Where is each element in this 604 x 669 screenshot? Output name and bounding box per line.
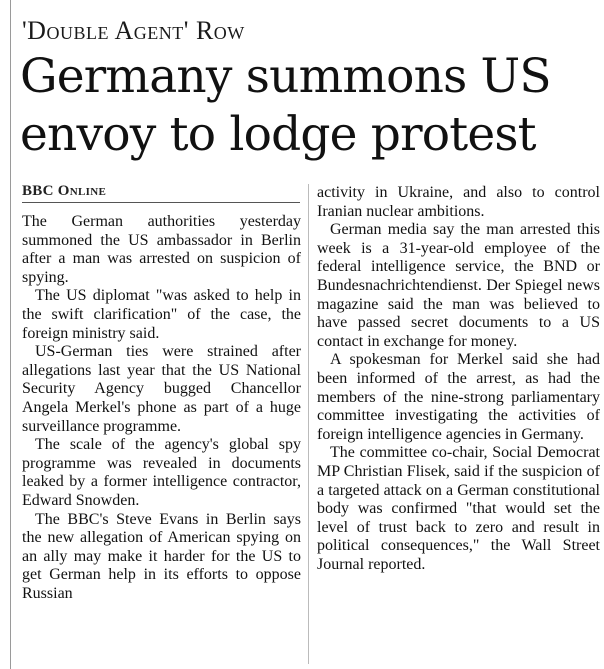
paragraph: The German authorities yesterday summoned the US ambassador in Berlin after a man was arrested on suspicion of spying. (22, 213, 301, 286)
page-edge-rule (10, 0, 11, 669)
paragraph: The US diplomat "was asked to help in the swift clarification" of the case, the foreign ministry said. (22, 287, 301, 342)
paragraph: The BBC's Steve Evans in Berlin says the new allegation of American spying on an ally may make it harder for the US to get German help in its efforts to oppose Russian (22, 510, 301, 602)
paragraph: US-German ties were strained after allegations last year that the US National Security Agency bugged Chancellor Angela Merkel's phone as part of a huge surveillance programme. (22, 343, 301, 435)
article-column-left (22, 213, 301, 603)
paragraph: The committee co-chair, Social Democrat MP Christian Flisek, said if the suspicion of a targeted attack on a German constitutional body was confirmed "that would set the level of trust back to zero and result in political consequences," the Wall Street Journal reported. (317, 444, 600, 573)
article-kicker: 'Double Agent' Row (22, 16, 245, 45)
column-divider (308, 184, 309, 664)
paragraph: German media say the man arrested this week is a 31-year-old employee of the federal intelligence service, the BND or Bundesnachrichtendienst. Der Spiegel news magazine said the man was believed to have passed secret documents to a US contact in exchange for money. (317, 221, 600, 350)
article-headline (20, 48, 600, 164)
headline-line-1: Germany summons US (20, 49, 551, 104)
article-column-right (317, 184, 600, 574)
paragraph: A spokesman for Merkel said she had been informed of the arrest, as had the members of the nine-strong parliamentary committee investigating the activities of foreign intelligence agencies in Germany. (317, 351, 600, 443)
paragraph: The scale of the agency's global spy programme was revealed in documents leaked by a former intelligence contractor, Edward Snowden. (22, 436, 301, 509)
byline-divider (22, 202, 300, 203)
paragraph-continued: activity in Ukraine, and also to control Iranian nuclear ambitions. (317, 184, 600, 220)
headline-line-2: envoy to lodge protest (20, 107, 536, 162)
article-byline: BBC Online (22, 183, 107, 199)
